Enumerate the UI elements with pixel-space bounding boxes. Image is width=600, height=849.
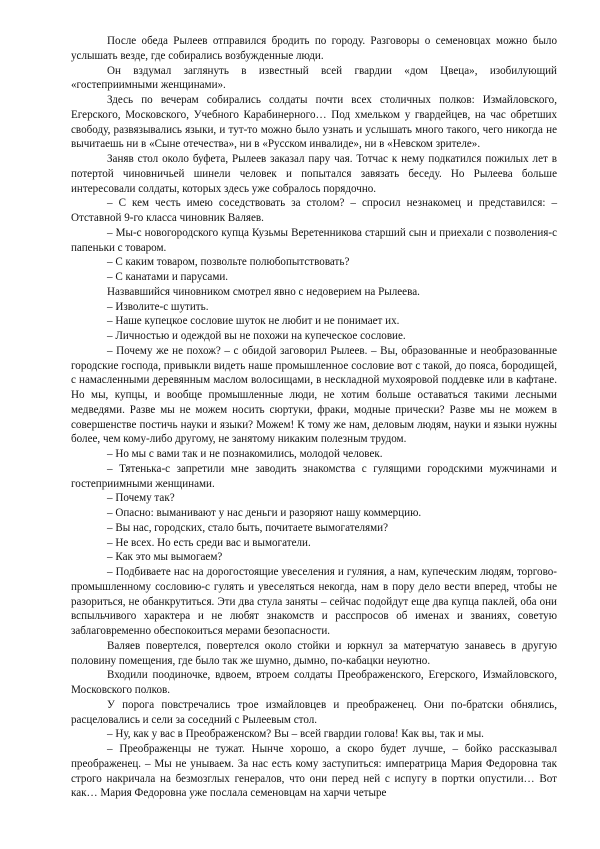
paragraph: Заняв стол около буфета, Рылеев заказал пару чая. Тотчас к нему подкатился пожилых лет в потертой чиновничьей шинели человек и попытался завязать беседу. Но Рылеева больше интересовали солдаты, которых здесь уже собралось порядочно. xyxy=(71,153,557,195)
document-page xyxy=(71,34,557,801)
paragraph: – Мы-с новогородского купца Кузьмы Веретенникова старший сын и приехали с позволения-с папеньки с товаром. xyxy=(71,226,557,254)
paragraph: – Почему так? xyxy=(107,492,175,505)
paragraph: Валяев повертелся, повертелся около стойки и юркнул за матерчатую занавесь в другую половину помещения, где было так же шумно, дымно, по-кабацки неуютно. xyxy=(71,639,557,667)
paragraph: – С кем честь имею соседствовать за столом? – спросил незнакомец и представился: – Отставной 9-го класса чиновник Валяев. xyxy=(71,197,557,224)
paragraph: После обеда Рылеев отправился бродить по городу. Разговоры о семеновцах можно было услышать везде, где собирались возбужденные люди. xyxy=(71,35,557,62)
paragraph: – Как это мы вымогаем? xyxy=(107,551,223,564)
paragraph: – Но мы с вами так и не познакомились, молодой человек. xyxy=(107,448,383,460)
paragraph: – Почему же не похож? – с обидой заговорил Рылеев. – Вы, образованные и необразованные городские господа, привыкли видеть наше промышленное сословие вот с такой, до пояса, бородищей, с намасленными деревянным маслом волосищами, в нескладной мухояровой поддевке или в кафтане. Но мы, купцы, и вообще промышленные люди, не хотим больше оставаться такими лесными медведями. Разве мы не можем носить сюртуки, фраки, модные прически? Разве мы не можем в совершенстве постичь науки и языки? Можем! К тому же нам, деловым людям, науки и языки нужны более, чем кому-либо другому, не занятому никаким полезным трудом. xyxy=(71,344,557,446)
paragraph: Он вздумал заглянуть в известный всей гвардии «дом Цвеца», изобилующий «гостеприимными женщинами». xyxy=(71,64,557,92)
paragraph: Здесь по вечерам собирались солдаты почти всех столичных полков: Измайловского, Егерского, Московского, Учебного Карабинерного… Под хмельком у гвардейцев, на час обретших свободу, развязывались языки, и тут-то можно было узнать и услышать много такого, чего никогда не вычитаешь ни в «Сыне отечества», ни в «Русском инвалиде», ни в «Невском зрителе». xyxy=(71,94,557,151)
paragraph: – Не всех. Но есть среди вас и вымогатели. xyxy=(107,536,311,549)
paragraph: – Наше купецкое сословие шуток не любит и не понимает их. xyxy=(107,315,400,328)
paragraph: – Ну, как у вас в Преображенском? Вы – всей гвардии голова! Как вы, так и мы. xyxy=(107,728,484,741)
paragraph: – Опасно: выманивают у нас деньги и разоряют нашу коммерцию. xyxy=(107,507,422,519)
paragraph: Назвавшийся чиновником смотрел явно с недоверием на Рылеева. xyxy=(107,285,420,298)
paragraph: – Подбиваете нас на дорогостоящие увеселения и гуляния, а нам, купеческим людям, торгово-промышленному сословию-с гулять и увеселяться некогда, нам в пору дело вести вперед, чтобы не разориться, не обанкрутиться. Эти два стула заняты – сейчас подойдут еще два купца паклей, оба они вспыльчивого характера и не любят знакомств и расспросов об именах и званиях, советую заблаговременно обеспокоиться мерами безопасности. xyxy=(71,566,557,637)
paragraph: – Преображенцы не тужат. Нынче хорошо, а скоро будет лучше, – бойко рассказывал преображенец. – Мы не унываем. За нас есть кому заступиться: императрица Мария Федоровна так строго накричала на безмозглых генералов, что они перед ней с испугу в портки опустили… Вот как… Мария Федоровна уже послала семеновцам на харчи четыре xyxy=(71,743,557,800)
paragraph: – Изволите-с шутить. xyxy=(107,300,209,313)
paragraph: – Вы нас, городских, стало быть, почитаете вымогателями? xyxy=(107,521,389,534)
paragraph: – Личностью и одеждой вы не похожи на купеческое сословие. xyxy=(107,330,406,342)
paragraph: – С каким товаром, позвольте полюбопытствовать? xyxy=(107,256,350,269)
paragraph: Входили поодиночке, вдвоем, втроем солдаты Преображенского, Егерского, Измайловского, Московского полков. xyxy=(71,669,557,696)
paragraph: – С канатами и парусами. xyxy=(107,271,229,283)
paragraph: У порога повстречались трое измайловцев и преображенец. Они по-братски обнялись, расцеловались и сели за соседний с Рылеевым стол. xyxy=(71,698,557,726)
paragraph: – Тятенька-с запретили мне заводить знакомства с гулящими городскими мужчинами и гостеприимными женщинами. xyxy=(71,462,557,490)
